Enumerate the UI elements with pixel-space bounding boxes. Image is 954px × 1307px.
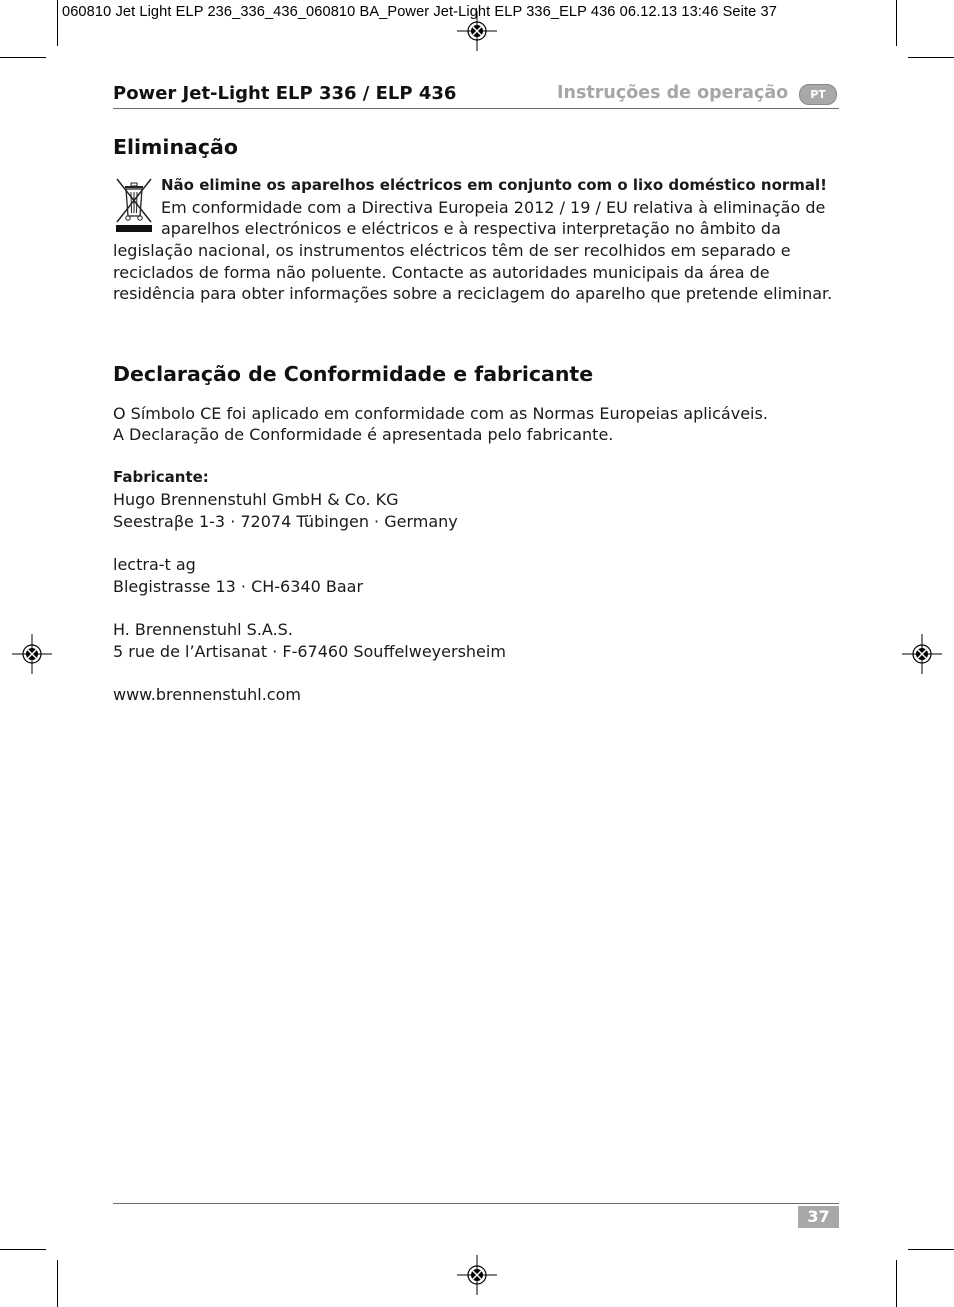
manufacturer-name: H. Brennenstuhl S.A.S. — [113, 620, 293, 639]
elimination-text-line: aparelhos electrónicos e eléctricos e à respectiva interpretação no âmbito da — [161, 219, 781, 238]
crop-mark — [896, 1260, 897, 1307]
declaration-text-line: O Símbolo CE foi aplicado em conformidade com as Normas Europeias aplicáveis. — [113, 404, 768, 423]
footer-rule — [113, 1203, 839, 1204]
elimination-text-line: Em conformidade com a Directiva Europeia 2012 / 19 / EU relativa à eliminação de — [161, 198, 826, 217]
elimination-text-line: reciclados de forma não poluente. Contacte as autoridades municipais da área de — [113, 263, 770, 282]
weee-crossed-bin-icon — [113, 176, 155, 234]
manufacturer-address: Seestraβe 1-3 · 72074 Tübingen · Germany — [113, 512, 458, 531]
manufacturer-label: Fabricante: — [113, 468, 209, 486]
section-heading-elimination: Eliminação — [113, 135, 238, 159]
elimination-text-line: residência para obter informações sobre a reciclagem do aparelho que pretende eliminar. — [113, 284, 833, 303]
language-badge: PT — [799, 84, 837, 105]
registration-mark-icon — [12, 634, 52, 674]
crop-mark — [896, 0, 897, 46]
registration-mark-icon — [457, 1255, 497, 1295]
header-rule — [113, 108, 839, 109]
crop-mark — [57, 1260, 58, 1307]
registration-mark-icon — [457, 11, 497, 51]
document-title: Power Jet-Light ELP 336 / ELP 436 — [113, 83, 457, 104]
crop-mark — [908, 1249, 954, 1250]
crop-mark — [908, 57, 954, 58]
declaration-text-line: A Declaração de Conformidade é apresentada pelo fabricante. — [113, 425, 614, 444]
print-slug: 060810 Jet Light ELP 236_336_436_060810 BA_Power Jet-Light ELP 336_ELP 436 06.12.13 13:46 Seite 37 — [62, 4, 777, 20]
manufacturer-name: Hugo Brennenstuhl GmbH & Co. KG — [113, 490, 399, 509]
elimination-warning: Não elimine os aparelhos eléctricos em conjunto com o lixo doméstico normal! — [161, 176, 828, 194]
section-heading-declaration: Declaração de Conformidade e fabricante — [113, 362, 594, 386]
page-number: 37 — [798, 1206, 839, 1228]
crop-mark — [0, 57, 46, 58]
registration-mark-icon — [902, 634, 942, 674]
elimination-text-line: legislação nacional, os instrumentos eléctricos têm de ser recolhidos em separado e — [113, 241, 791, 260]
website-link[interactable]: www.brennenstuhl.com — [113, 685, 301, 704]
crop-mark — [57, 0, 58, 46]
crop-mark — [0, 1249, 46, 1250]
document-subtitle: Instruções de operação — [557, 83, 789, 103]
manufacturer-name: lectra-t ag — [113, 555, 196, 574]
manufacturer-address: 5 rue de l’Artisanat · F-67460 Souffelweyersheim — [113, 642, 506, 661]
manufacturer-address: Blegistrasse 13 · CH-6340 Baar — [113, 577, 364, 596]
